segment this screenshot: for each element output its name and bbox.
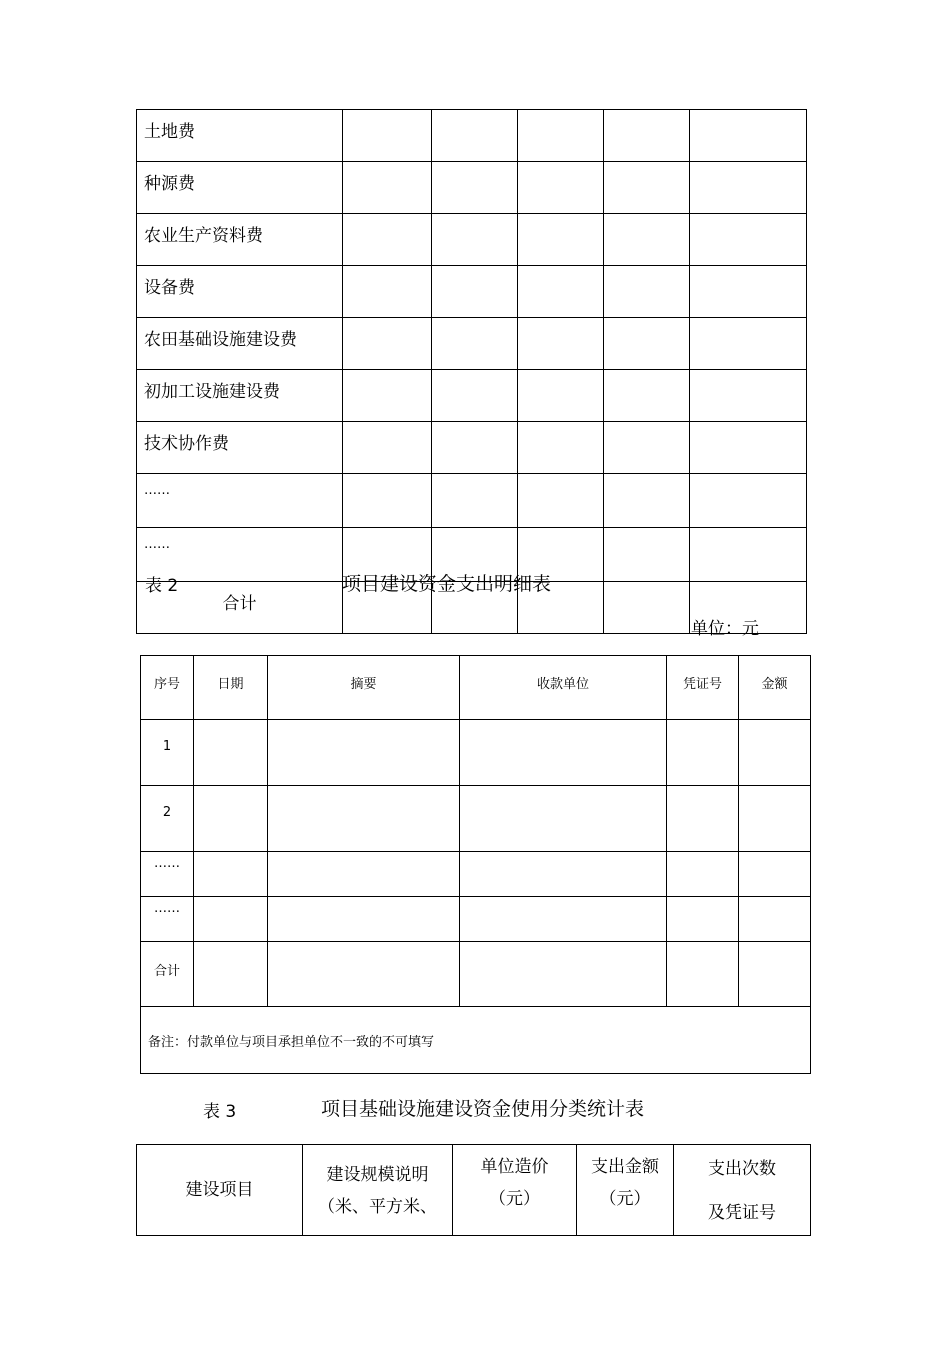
note-row	[141, 1007, 811, 1074]
header-times-line2: 及凭证号	[708, 1203, 776, 1223]
table-cell[interactable]	[604, 110, 690, 162]
table-cell[interactable]	[667, 942, 739, 1007]
table-cell[interactable]	[667, 852, 739, 897]
row-label: 设备费	[137, 266, 343, 318]
column-header: 序号	[141, 656, 194, 720]
header-project: 建设项目	[185, 1180, 254, 1200]
table-cell[interactable]	[604, 214, 690, 266]
table-cell[interactable]	[268, 720, 460, 786]
table-cell[interactable]	[343, 422, 432, 474]
table-cell[interactable]	[432, 474, 518, 528]
table-cell[interactable]	[518, 110, 604, 162]
header-amount-line2: （元）	[599, 1189, 651, 1209]
table-cell[interactable]	[690, 422, 807, 474]
table-row	[137, 318, 807, 370]
column-header	[674, 1145, 811, 1236]
table-cell[interactable]	[460, 942, 667, 1007]
table-cell[interactable]	[739, 897, 811, 942]
table-cell[interactable]	[690, 528, 807, 582]
table3-title: 项目基础设施建设资金使用分类统计表	[321, 1098, 645, 1120]
table-cell[interactable]	[690, 474, 807, 528]
row-label: ……	[137, 474, 343, 528]
table-cell[interactable]	[739, 786, 811, 852]
table-cell[interactable]	[432, 214, 518, 266]
table-cell[interactable]	[604, 370, 690, 422]
note-text: 备注：付款单位与项目承担单位不一致的不可填写	[141, 1007, 811, 1074]
table-cell[interactable]	[518, 422, 604, 474]
table-cell[interactable]	[460, 786, 667, 852]
column-header: 摘要	[268, 656, 460, 720]
table-cell[interactable]	[268, 786, 460, 852]
column-header: 日期	[194, 656, 268, 720]
column-header	[137, 1145, 303, 1236]
column-header	[453, 1145, 577, 1236]
table-row	[141, 897, 811, 942]
table-cell[interactable]	[194, 897, 268, 942]
table-cell[interactable]	[343, 474, 432, 528]
table-row	[137, 162, 807, 214]
table-cell[interactable]	[739, 852, 811, 897]
table-cell[interactable]	[460, 720, 667, 786]
table-cell[interactable]	[667, 897, 739, 942]
table-cell[interactable]	[690, 214, 807, 266]
column-header: 收款单位	[460, 656, 667, 720]
table-cell[interactable]	[518, 266, 604, 318]
table-row	[137, 422, 807, 474]
table-cell[interactable]	[604, 318, 690, 370]
table-cell[interactable]	[268, 852, 460, 897]
column-header	[303, 1145, 453, 1236]
table-cell[interactable]	[518, 162, 604, 214]
expenditure-detail-table	[140, 655, 811, 1074]
table-cell[interactable]	[604, 422, 690, 474]
row-number: 1	[141, 720, 194, 786]
table2-number: 表 2	[145, 576, 179, 596]
table-cell[interactable]	[518, 370, 604, 422]
infrastructure-funds-table	[136, 1144, 811, 1236]
table-cell[interactable]	[432, 266, 518, 318]
header-scale-line1: 建设规模说明	[326, 1165, 429, 1185]
table-cell[interactable]	[604, 474, 690, 528]
table-cell[interactable]	[739, 942, 811, 1007]
table-cell[interactable]	[268, 942, 460, 1007]
table-cell[interactable]	[432, 422, 518, 474]
table-cell[interactable]	[343, 214, 432, 266]
table-cell[interactable]	[690, 318, 807, 370]
column-header: 金额	[739, 656, 811, 720]
table-cell[interactable]	[268, 897, 460, 942]
table-row	[137, 370, 807, 422]
table-cell[interactable]	[604, 582, 690, 634]
table-row	[137, 214, 807, 266]
table-cell[interactable]	[690, 370, 807, 422]
table-cell[interactable]	[518, 214, 604, 266]
table2-unit: 单位：元	[691, 619, 759, 639]
row-number: ……	[141, 897, 194, 942]
table-cell[interactable]	[194, 786, 268, 852]
expense-category-table	[136, 109, 807, 634]
table-row	[141, 852, 811, 897]
table-cell[interactable]	[432, 370, 518, 422]
header-times-line1: 支出次数	[708, 1159, 776, 1179]
table-cell[interactable]	[667, 720, 739, 786]
row-number: ……	[141, 852, 194, 897]
table-cell[interactable]	[432, 110, 518, 162]
row-label: 技术协作费	[137, 422, 343, 474]
table-cell[interactable]	[194, 852, 268, 897]
table2-title: 项目建设资金支出明细表	[342, 573, 552, 595]
header-row	[141, 656, 811, 720]
row-label: 土地费	[137, 110, 343, 162]
table-cell[interactable]	[667, 786, 739, 852]
table-row	[137, 110, 807, 162]
header-unit-price-line1: 单位造价	[480, 1157, 549, 1177]
table-cell[interactable]	[518, 318, 604, 370]
table-row	[137, 474, 807, 528]
column-header: 凭证号	[667, 656, 739, 720]
table-cell[interactable]	[604, 266, 690, 318]
table-row	[141, 786, 811, 852]
header-amount-line1: 支出金额	[591, 1157, 659, 1177]
total-row	[141, 942, 811, 1007]
table-cell[interactable]	[518, 474, 604, 528]
table-row	[137, 266, 807, 318]
table3-number: 表 3	[203, 1102, 237, 1122]
header-row	[137, 1145, 811, 1236]
table-cell[interactable]	[343, 318, 432, 370]
table-cell[interactable]	[604, 162, 690, 214]
header-unit-price-line2: （元）	[489, 1189, 540, 1209]
table-cell[interactable]	[194, 720, 268, 786]
table-cell[interactable]	[690, 110, 807, 162]
table-cell[interactable]	[460, 852, 667, 897]
row-label: ……	[137, 528, 343, 582]
total-label: 合计	[137, 582, 343, 634]
total-label: 合计	[141, 942, 194, 1007]
row-label: 初加工设施建设费	[137, 370, 343, 422]
table-cell[interactable]	[460, 897, 667, 942]
row-number: 2	[141, 786, 194, 852]
row-label: 农业生产资料费	[137, 214, 343, 266]
row-label: 农田基础设施建设费	[137, 318, 343, 370]
table-cell[interactable]	[343, 162, 432, 214]
table-cell[interactable]	[343, 110, 432, 162]
table-cell[interactable]	[690, 162, 807, 214]
header-scale-line2: （米、平方米、	[318, 1197, 437, 1217]
table-cell[interactable]	[343, 370, 432, 422]
table-cell[interactable]	[343, 266, 432, 318]
table-cell[interactable]	[194, 942, 268, 1007]
table-cell[interactable]	[432, 162, 518, 214]
table-cell[interactable]	[690, 266, 807, 318]
table-cell[interactable]	[432, 318, 518, 370]
table-cell[interactable]	[739, 720, 811, 786]
table-row	[141, 720, 811, 786]
column-header	[577, 1145, 674, 1236]
row-label: 种源费	[137, 162, 343, 214]
table-cell[interactable]	[604, 528, 690, 582]
